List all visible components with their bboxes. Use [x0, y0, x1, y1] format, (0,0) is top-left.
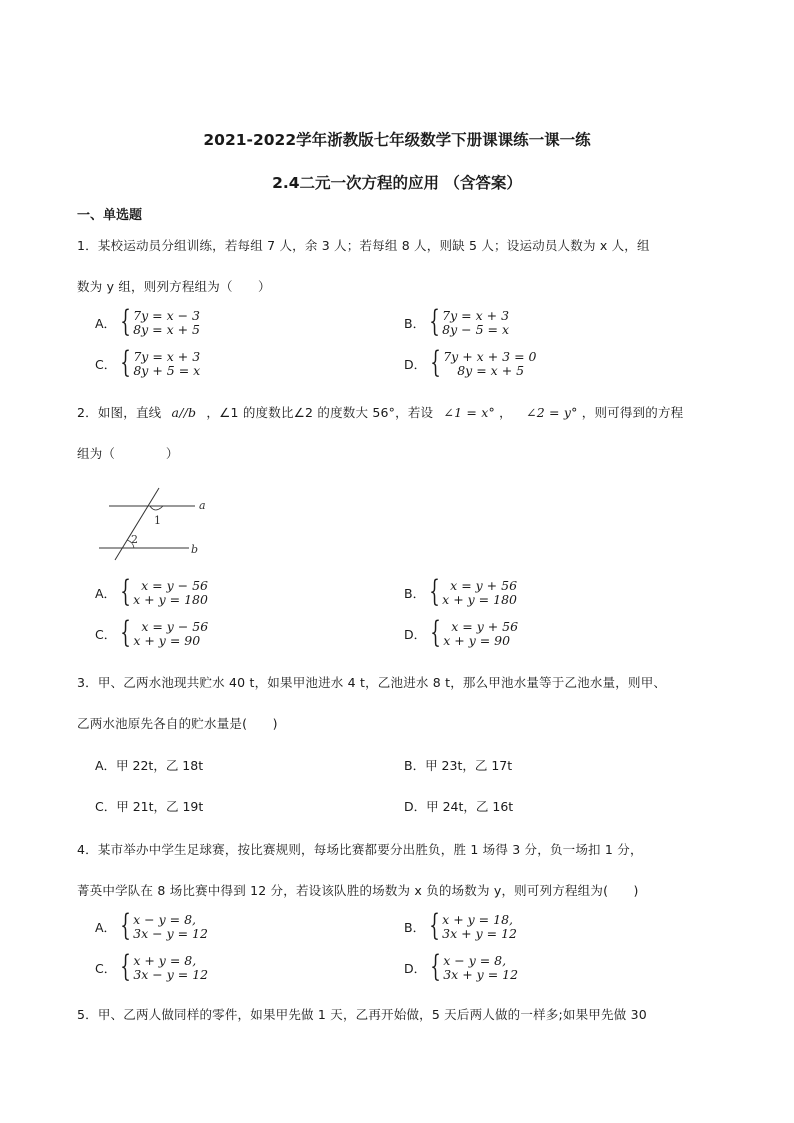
label-angle1: 1 [154, 514, 161, 527]
q2-separator: ， [499, 405, 512, 420]
equation: x = y + 56 [450, 578, 518, 593]
option-label: C． [95, 357, 117, 372]
brace-icon: { [120, 303, 131, 339]
q4-option-d[interactable] [404, 948, 519, 984]
equation: 7y = x + 3 [442, 308, 510, 323]
option-label: A． [95, 586, 117, 601]
brace-icon: { [120, 344, 132, 380]
q1-option-d[interactable] [404, 344, 537, 380]
brace-icon: { [429, 303, 440, 339]
option-label: D． [404, 627, 427, 642]
doc-subtitle: 2.4二元一次方程的应用 （含答案） [272, 174, 522, 192]
equation: x − y = 8, [133, 912, 197, 927]
q2-text: ，则可得到的方程 [581, 405, 684, 420]
equation: 7y = x − 3 [133, 308, 201, 323]
brace-icon: { [120, 907, 131, 943]
option-label: D． [404, 357, 427, 372]
equation: x + y = 90 [443, 633, 511, 648]
q4-option-a[interactable] [95, 907, 208, 943]
brace-icon: { [120, 614, 132, 650]
section-heading: 一、单选题 [77, 208, 143, 223]
q2-angle2-expr: ∠2 = y° [526, 405, 578, 420]
q2-angle1-expr: ∠1 = x° [443, 405, 495, 420]
q3-line1: 3．甲、乙两水池现共贮水 40 t，如果甲池进水 4 t，乙池进水 8 t，那么甲池水量等于乙池水量，则甲、 [77, 675, 667, 690]
q4-option-b[interactable] [404, 907, 517, 943]
option-label: D． [404, 961, 427, 976]
q1-line2: 数为 y 组，则列方程组为（ ） [77, 279, 271, 294]
q2-text: 2．如图，直线 [77, 405, 162, 420]
brace-icon: { [430, 614, 441, 650]
q5-line1: 5．甲、乙两人做同样的零件，如果甲先做 1 天，乙再开始做，5 天后两人做的一样多;如果甲先做 30 [77, 1007, 647, 1022]
brace-icon: { [430, 344, 441, 380]
brace-icon: { [429, 907, 440, 943]
q2-option-c[interactable] [95, 614, 209, 650]
label-a: a [199, 499, 206, 512]
equation: x = y + 56 [451, 619, 519, 634]
q4-option-c[interactable] [95, 948, 209, 984]
brace-icon: { [120, 573, 131, 609]
equation: x + y = 90 [133, 633, 201, 648]
brace-icon: { [430, 948, 441, 984]
q3-option-a[interactable]: A．甲 22t，乙 18t [95, 758, 204, 773]
equation: x = y − 56 [141, 619, 209, 634]
option-label: B． [404, 920, 426, 935]
q3-option-c[interactable]: C．甲 21t，乙 19t [95, 799, 204, 814]
equation: 8y + 5 = x [133, 363, 201, 378]
label-b: b [191, 543, 199, 556]
equation: 3x + y = 12 [442, 926, 517, 941]
equation: 7y + x + 3 = 0 [443, 349, 537, 364]
angle1-arc [150, 506, 163, 510]
q2-text: ，∠1 的度数比∠2 的度数大 56°，若设 [206, 405, 434, 420]
equation: 8y − 5 = x [442, 322, 510, 337]
equation: x + y = 8, [133, 953, 197, 968]
q2-line2: 组为（ ） [77, 446, 179, 461]
equation: x + y = 180 [133, 592, 208, 607]
equation: 8y = x + 5 [457, 363, 525, 378]
equation: x = y − 56 [141, 578, 209, 593]
q3-option-d[interactable]: D．甲 24t，乙 16t [404, 799, 514, 814]
q2-option-a[interactable] [95, 573, 209, 609]
parallel-lines-figure [95, 482, 215, 562]
doc-title: 2021-2022学年浙教版七年级数学下册课课练一课一练 [203, 131, 591, 149]
q3-line2: 乙两水池原先各自的贮水量是( ) [77, 716, 278, 731]
brace-icon: { [429, 573, 440, 609]
equation: 3x − y = 12 [133, 926, 208, 941]
q3-option-b[interactable]: B．甲 23t，乙 17t [404, 758, 513, 773]
q1-option-b[interactable] [404, 303, 510, 339]
option-label: B． [404, 316, 426, 331]
option-label: C． [95, 961, 117, 976]
q2-option-b[interactable] [404, 573, 518, 609]
option-label: A． [95, 316, 117, 331]
option-label: C． [95, 627, 117, 642]
brace-icon: { [120, 948, 132, 984]
equation: 7y = x + 3 [133, 349, 201, 364]
transversal-line [115, 488, 159, 560]
equation: 3x − y = 12 [133, 967, 209, 982]
label-angle2: 2 [131, 533, 138, 546]
q2-line1 [77, 403, 683, 421]
q1-option-a[interactable] [95, 303, 201, 339]
q1-option-c[interactable] [95, 344, 201, 380]
equation: 8y = x + 5 [133, 322, 201, 337]
equation: x − y = 8, [443, 953, 507, 968]
option-label: B． [404, 586, 426, 601]
equation: x + y = 18, [442, 912, 514, 927]
q4-line1: 4．某市举办中学生足球赛，按比赛规则，每场比赛都要分出胜负，胜 1 场得 3 分，负一场扣 1 分， [77, 842, 643, 857]
equation: x + y = 180 [442, 592, 517, 607]
q1-line1: 1．某校运动员分组训练，若每组 7 人，余 3 人；若每组 8 人，则缺 5 人；设运动员人数为 x 人，组 [77, 238, 650, 253]
option-label: A． [95, 920, 117, 935]
q2-option-d[interactable] [404, 614, 519, 650]
equation: 3x + y = 12 [443, 967, 519, 982]
q2-parallel-expr: a//b [171, 405, 197, 420]
q4-line2: 菁英中学队在 8 场比赛中得到 12 分，若设该队胜的场数为 x 负的场数为 y，则可列方程组为( ) [77, 883, 639, 898]
